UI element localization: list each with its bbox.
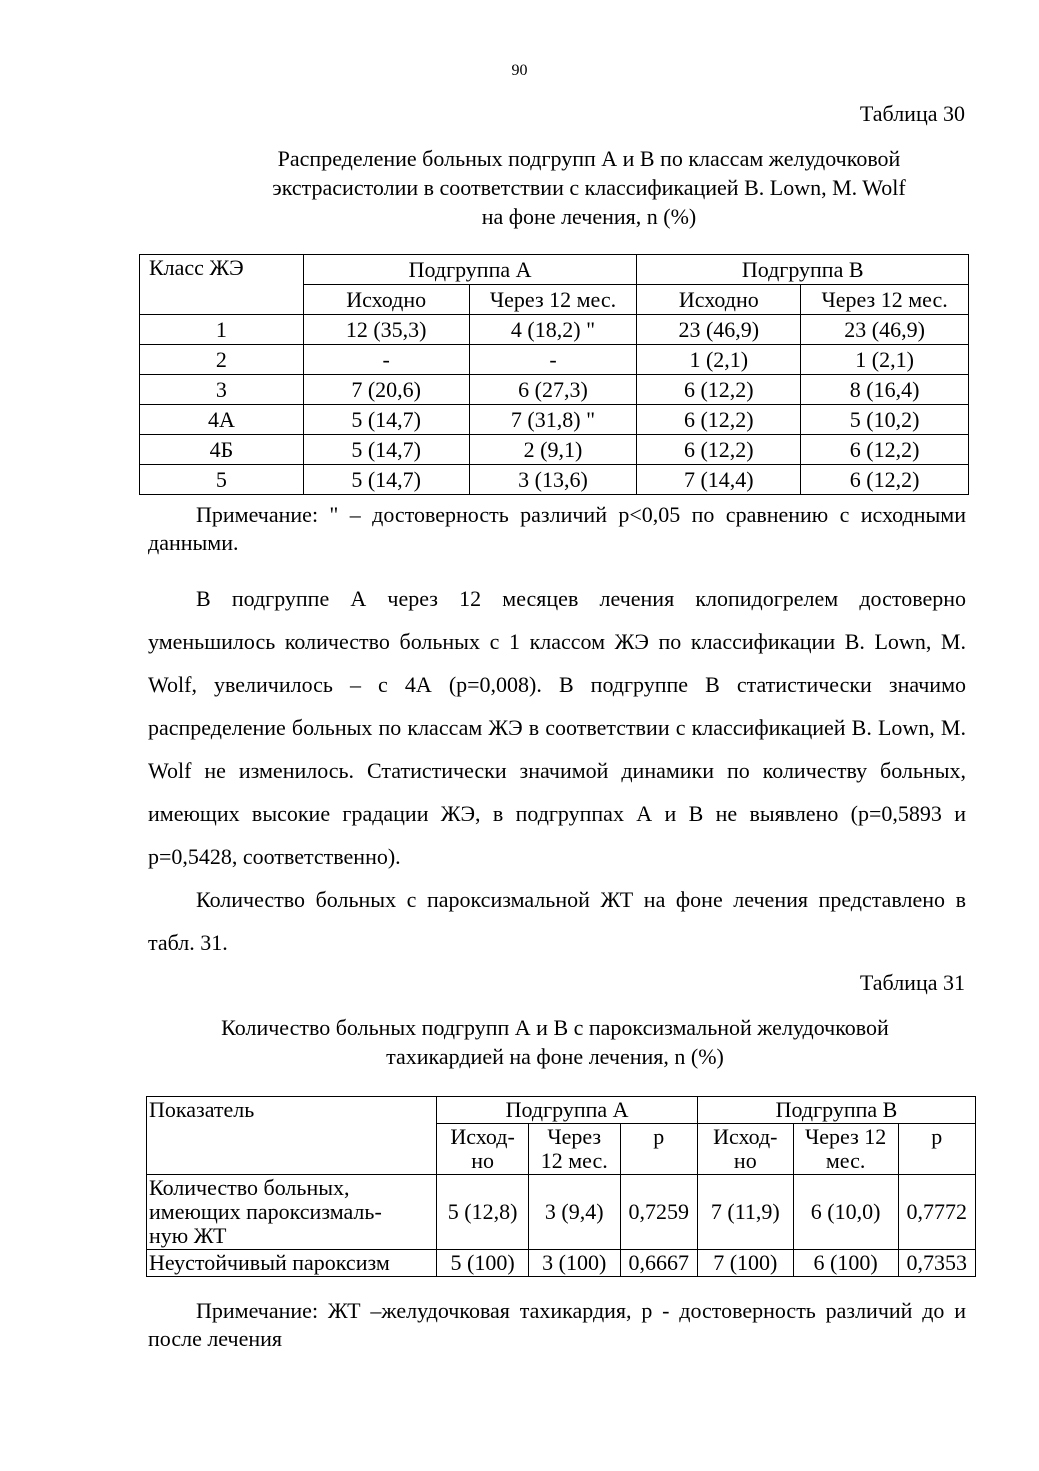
cell: 3 (13,6) — [469, 465, 637, 495]
subheader-b-p: p — [898, 1124, 975, 1175]
cell: 6 (27,3) — [469, 375, 637, 405]
cell: - — [469, 345, 637, 375]
page-number: 90 — [511, 62, 528, 79]
cell: 6 (10,0) — [793, 1175, 898, 1250]
cell: 7 (14,4) — [637, 465, 801, 495]
cell-class: 4А — [140, 405, 304, 435]
cell: 6 (12,2) — [801, 465, 969, 495]
cell: 0,7772 — [898, 1175, 975, 1250]
table-30-note-text: Примечание: " – достоверность различий p<0,05 по сравнению с исходными данными. — [148, 502, 966, 555]
cell-class: 3 — [140, 375, 304, 405]
cell: 6 (12,2) — [637, 405, 801, 435]
subheader-b-12m: Через 12 мес. — [793, 1124, 898, 1175]
table-30 — [139, 254, 969, 495]
subheader-a-12m: Через 12 мес. — [469, 285, 637, 315]
subheader-b-baseline: Исходно — [637, 285, 801, 315]
cell-class: 5 — [140, 465, 304, 495]
subheader-b-baseline: Исход- но — [697, 1124, 793, 1175]
cell: 5 (100) — [437, 1250, 529, 1277]
cell: 4 (18,2) " — [469, 315, 637, 345]
table-31-number: Таблица 31 — [859, 970, 965, 995]
table-31 — [146, 1096, 976, 1277]
table-row — [140, 315, 969, 345]
cell: 1 (2,1) — [637, 345, 801, 375]
table-row — [147, 1250, 976, 1277]
cell: 7 (20,6) — [303, 375, 469, 405]
header-group-a: Подгруппа А — [303, 255, 637, 285]
subheader-a-12m: Через 12 мес. — [528, 1124, 620, 1175]
subheader-a-baseline: Исходно — [303, 285, 469, 315]
cell-class: 1 — [140, 315, 304, 345]
cell: 0,7259 — [620, 1175, 697, 1250]
cell: 6 (12,2) — [637, 375, 801, 405]
cell: - — [303, 345, 469, 375]
table-row — [140, 435, 969, 465]
cell: 7 (31,8) " — [469, 405, 637, 435]
table-31-note — [148, 1297, 966, 1353]
body-paragraph: В подгруппе А через 12 месяцев лечения клопидогрелем достоверно уменьшилось количество больных с 1 классом ЖЭ по классификации B. Lown, M. Wolf, увеличилось – с 4А (p=0,008). В подгруппе В статистически значимо распределение больных по классам ЖЭ в соответствии с классификацией B. Lown, M. Wolf не изменилось. Статистически значимой динамики по количеству больных, имеющих высокие градации ЖЭ, в подгруппах А и В не выявлено (p=0,5893 и p=0,5428, соответственно). — [148, 586, 966, 869]
table-31-caption: Количество больных подгрупп А и В с пароксизмальной желудочковой тахикардией на фоне лечения, n (%) — [221, 1015, 889, 1069]
cell: 5 (14,7) — [303, 405, 469, 435]
cell: 2 (9,1) — [469, 435, 637, 465]
cell: 6 (12,2) — [637, 435, 801, 465]
body-paragraph: Количество больных с пароксизмальной ЖТ на фоне лечения представлено в табл. 31. — [148, 887, 966, 955]
header-group-a: Подгруппа А — [437, 1097, 698, 1124]
cell-class: 2 — [140, 345, 304, 375]
table-row — [140, 405, 969, 435]
cell: 1 (2,1) — [801, 345, 969, 375]
table-30-header-row — [140, 255, 969, 285]
table-row — [140, 375, 969, 405]
cell: 6 (100) — [793, 1250, 898, 1277]
header-class: Класс ЖЭ — [140, 255, 304, 315]
subheader-a-baseline: Исход- но — [437, 1124, 529, 1175]
header-group-b: Подгруппа В — [637, 255, 969, 285]
table-row — [140, 465, 969, 495]
cell: 5 (14,7) — [303, 465, 469, 495]
table-30-note — [148, 501, 966, 557]
cell: 0,6667 — [620, 1250, 697, 1277]
cell: 3 (100) — [528, 1250, 620, 1277]
cell-indicator: Количество больных, имеющих пароксизмаль- ную ЖТ — [147, 1175, 437, 1250]
cell-class: 4Б — [140, 435, 304, 465]
cell: 5 (12,8) — [437, 1175, 529, 1250]
table-30-number: Таблица 30 — [859, 101, 965, 126]
cell: 12 (35,3) — [303, 315, 469, 345]
cell: 6 (12,2) — [801, 435, 969, 465]
cell: 7 (100) — [697, 1250, 793, 1277]
header-group-b: Подгруппа В — [697, 1097, 975, 1124]
cell: 5 (10,2) — [801, 405, 969, 435]
cell: 23 (46,9) — [801, 315, 969, 345]
cell: 7 (11,9) — [697, 1175, 793, 1250]
table-31-header-row — [147, 1097, 976, 1124]
cell: 8 (16,4) — [801, 375, 969, 405]
table-row — [147, 1175, 976, 1250]
cell: 0,7353 — [898, 1250, 975, 1277]
cell: 3 (9,4) — [528, 1175, 620, 1250]
cell: 23 (46,9) — [637, 315, 801, 345]
subheader-b-12m: Через 12 мес. — [801, 285, 969, 315]
header-indicator: Показатель — [147, 1097, 437, 1175]
table-31-note-text: Примечание: ЖТ –желудочковая тахикардия, р - достоверность различий до и после лечения — [148, 1298, 966, 1351]
subheader-a-p: p — [620, 1124, 697, 1175]
table-row — [140, 345, 969, 375]
table-30-caption: Распределение больных подгрупп А и В по классам желудочковой экстрасистолии в соответствии с классификацией B. Lown, M. Wolf на фоне лечения, n (%) — [272, 146, 906, 229]
cell-indicator: Неустойчивый пароксизм — [147, 1250, 437, 1277]
cell: 5 (14,7) — [303, 435, 469, 465]
